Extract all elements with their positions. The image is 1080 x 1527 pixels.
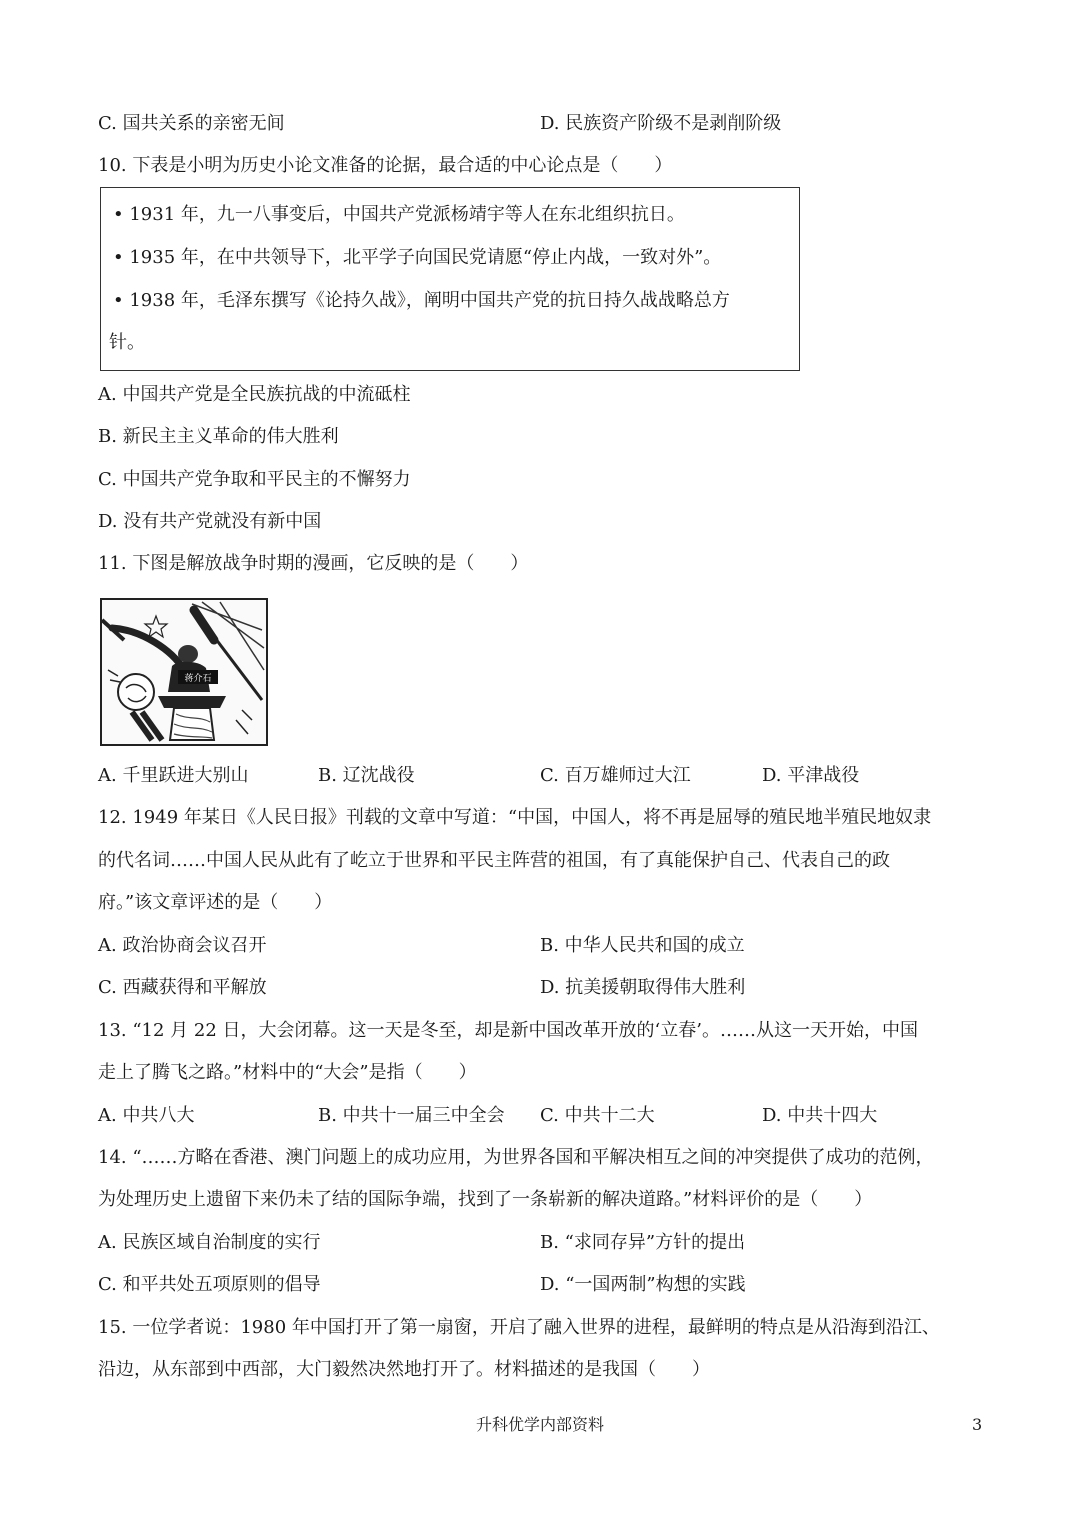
q11-option-b: B. 辽沈战役 — [318, 765, 415, 786]
q13-option-b: B. 中共十一届三中全会 — [318, 1105, 505, 1126]
q10-stem: 10. 下表是小明为历史小论文准备的论据，最合适的中心论点是（ ） — [98, 155, 673, 176]
q14-option-b: B. “求同存异”方针的提出 — [540, 1232, 746, 1253]
cartoon-label: 蒋介石 — [184, 674, 212, 684]
q14-option-a: A. 民族区域自治制度的实行 — [98, 1232, 321, 1253]
q10-option-c: C. 中国共产党争取和平民主的不懈努力 — [98, 469, 411, 490]
q10-evidence-line: 针。 — [109, 332, 145, 353]
q12-option-b: B. 中华人民共和国的成立 — [540, 935, 745, 956]
q10-option-b: B. 新民主主义革命的伟大胜利 — [98, 426, 339, 447]
q10-evidence-box — [100, 187, 800, 371]
q14-option-c: C. 和平共处五项原则的倡导 — [98, 1274, 321, 1295]
q11-option-d: D. 平津战役 — [762, 765, 860, 786]
q13-stem-line: 走上了腾飞之路。”材料中的“大会”是指（ ） — [98, 1062, 477, 1083]
q15-stem-line: 沿边，从东部到中西部，大门毅然决然地打开了。材料描述的是我国（ ） — [98, 1359, 710, 1380]
q12-stem-line: 的代名词……中国人民从此有了屹立于世界和平民主阵营的祖国，有了真能保护自己、代表自己的政 — [98, 850, 890, 871]
q9-option-d: D. 民族资产阶级不是剥削阶级 — [540, 113, 782, 134]
page-number: 3 — [972, 1415, 983, 1434]
q10-evidence-line: • 1935 年，在中共领导下，北平学子向国民党请愿“停止内战，一致对外”。 — [113, 247, 722, 268]
q11-option-c: C. 百万雄师过大江 — [540, 765, 691, 786]
q10-evidence-line: • 1938 年，毛泽东撰写《论持久战》，阐明中国共产党的抗日持久战战略总方 — [113, 290, 730, 311]
q12-stem-line: 府。”该文章评述的是（ ） — [98, 892, 333, 913]
q13-option-c: C. 中共十二大 — [540, 1105, 655, 1126]
q13-stem-line: 13. “12 月 22 日，大会闭幕。这一天是冬至，却是新中国改革开放的‘立春’。……从这一天开始，中国 — [98, 1020, 918, 1041]
q14-stem-line: 为处理历史上遗留下来仍未了结的国际争端，找到了一条崭新的解决道路。”材料评价的是（ ） — [98, 1189, 873, 1210]
q12-option-c: C. 西藏获得和平解放 — [98, 977, 267, 998]
cartoon-drawing — [102, 600, 266, 744]
q11-cartoon-image — [100, 598, 268, 746]
q14-stem-line: 14. “……方略在香港、澳门问题上的成功应用，为世界各国和平解决相互之间的冲突提供了成功的范例， — [98, 1147, 934, 1168]
q10-option-a: A. 中国共产党是全民族抗战的中流砥柱 — [98, 384, 411, 405]
q15-stem-line: 15. 一位学者说：1980 年中国打开了第一扇窗，开启了融入世界的进程，最鲜明的特点是从沿海到沿江、 — [98, 1317, 940, 1338]
q10-evidence-line: • 1931 年，九一八事变后，中国共产党派杨靖宇等人在东北组织抗日。 — [113, 204, 685, 225]
page-footer: 升科优学内部资料 — [475, 1415, 604, 1434]
q10-option-d: D. 没有共产党就没有新中国 — [98, 511, 322, 532]
q14-option-d: D. “一国两制”构想的实践 — [540, 1274, 746, 1295]
q11-option-a: A. 千里跃进大别山 — [98, 765, 249, 786]
q9-option-c: C. 国共关系的亲密无间 — [98, 113, 285, 134]
q12-stem-line: 12. 1949 年某日《人民日报》刊载的文章中写道：“中国，中国人，将不再是屈辱的殖民地半殖民地奴隶 — [98, 807, 932, 828]
q13-option-a: A. 中共八大 — [98, 1105, 195, 1126]
q12-option-a: A. 政治协商会议召开 — [98, 935, 267, 956]
q13-option-d: D. 中共十四大 — [762, 1105, 878, 1126]
q12-option-d: D. 抗美援朝取得伟大胜利 — [540, 977, 746, 998]
q11-stem: 11. 下图是解放战争时期的漫画，它反映的是（ ） — [98, 553, 529, 574]
